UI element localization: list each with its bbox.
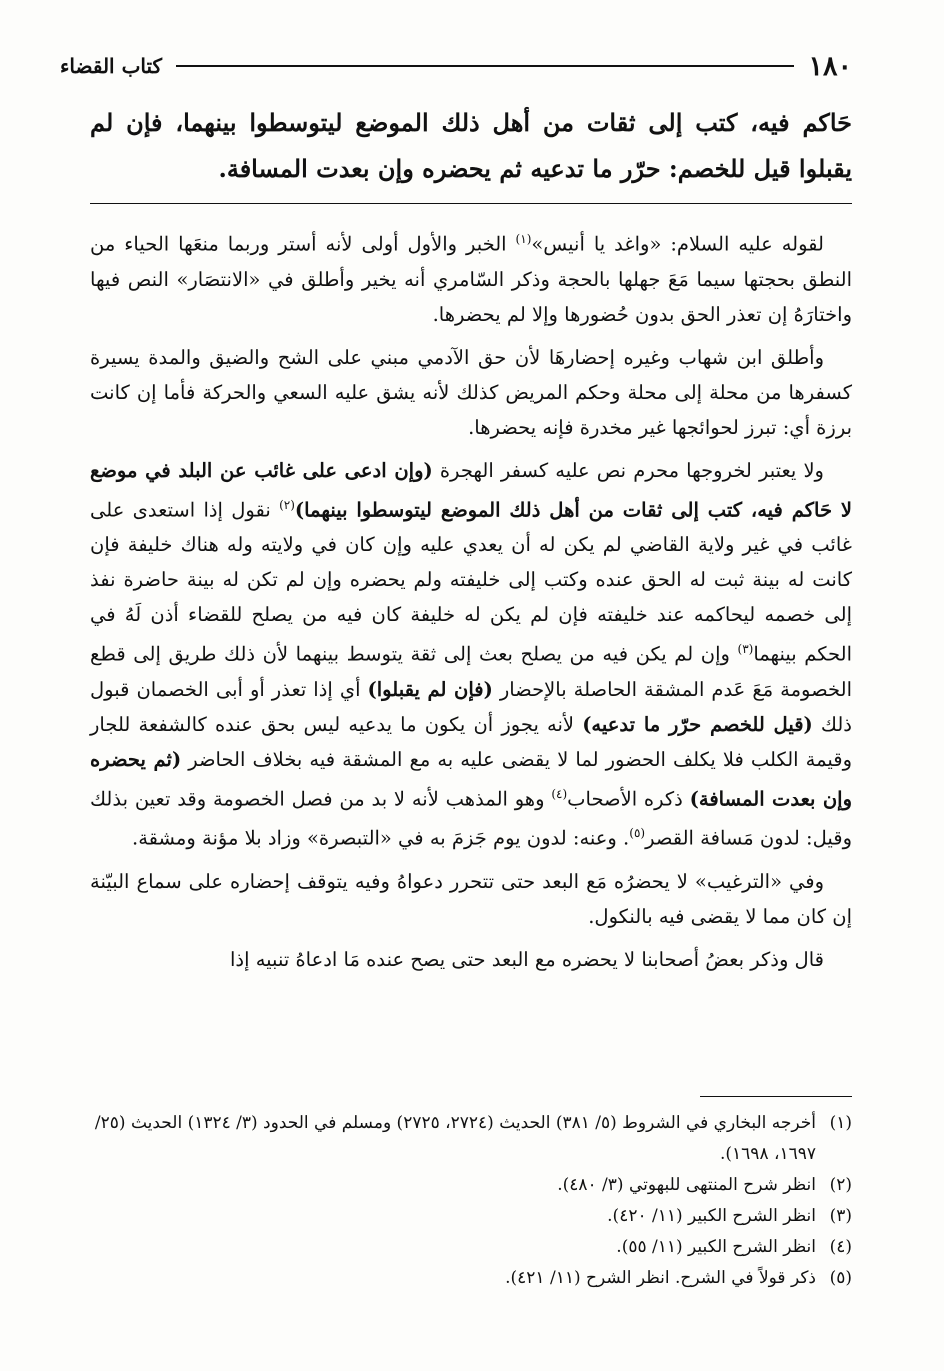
footnote-ref[interactable]: (٣) xyxy=(737,642,754,656)
commentary-paragraph-3: ولا يعتبر لخروجها محرم نص عليه كسفر الهجرة (وإن ادعى على غائب عن البلد في موضع لا حَاكم فيه، كتب إلى ثقات من أهل ذلك الموضع ليتوسطوا بينهما)$^{(٢)}$ نقول إذا استعدى على غائب في غير ولاية القاضي لم يكن له أن يعدي عليه وإن كان في ولايته وله هناك خليفة فإن كانت له بينة ثبت له الحق عنده وكتب إلى خليفته ولم يحضره وإن لم تكن له بينة حاضرة نفذ إلى خصمه ليحاكمه عند خليفته فإن لم يكن له خليفة كان فيه من يصلح للقضاء أذن لَهُ في الحكم بينهما$^{(٣)}$ وإن لم يكن فيه من يصلح بعث إلى ثقة يتوسط بينهما لأن ذلك طريق إلى قطع الخصومة مَعَ عَدم المشقة الحاصلة بالإحضار (فإن لم يقبلوا) أي إذا تعذر أو أبى الخصمان قبول ذلك (قيل للخصم حرّر ما تدعيه) لأنه يجوز أن يكون ما يدعيه ليس بحق عنده كالشفعة للجار وقيمة الكلب فلا يكلف الحضور لما لا يقضى عليه به مع المشقة فيه بخلاف الحاضر (ثم يحضره وإن بعدت المسافة) ذكره الأصحاب$^{(٤)}$ وهو المذهب لأنه لا بد من فصل الخصومة وقد تعين بذلك وقيل: لدون مَسافة القصر$^{(٥)}$. وعنه: لدون يوم جَزمَ به في «التبصرة» وزاد بلا مؤنة ومشقة. xyxy=(90,458,853,850)
commentary xyxy=(90,222,852,985)
commentary-paragraph-1: لقوله عليه السلام: «واغد يا أنيس»$^{(١)}$ الخبر والأول أولى لأنه أستر وربما منعَها الحياء من النطق بحجتها سيما مَعَ جهلها بالحجة وذكر السّامري أنه يخير وأطلق في «الانتصَار» النص فيها واختارَهُ إن تعذر الحق بدون حُضورها وإلا لم يحضرها. xyxy=(90,232,852,326)
matn-quote: (ثم يحضره وإن بعدت المسافة) xyxy=(90,747,852,810)
footnote-ref[interactable]: (٥) xyxy=(629,826,646,840)
commentary-paragraph-5: قال وذكر بعضُ أصحابنا لا يحضره مع البعد حتى يصح عنده مَا ادعاهُ تنبيه إذا xyxy=(230,947,824,971)
footnote-ref[interactable]: (٢) xyxy=(279,497,295,512)
matn-separator xyxy=(90,203,852,204)
commentary-paragraph-4: وفي «الترغيب» لا يحضرُه مَع البعد حتى تتحرر دعواهُ وفيه يتوقف إحضاره على سماع البيّنة إن كان مما لا يقضى فيه بالنكول. xyxy=(90,869,852,928)
matn-text: حَاكم فيه، كتب إلى ثقات من أهل ذلك الموضع ليتوسطوا بينهما، فإن لم يقبلوا قيل للخصم: حرّر ما تدعيه ثم يحضره وإن بعدت المسافة. xyxy=(90,108,852,183)
footnote-ref[interactable]: (١) xyxy=(515,232,532,246)
footnote-ref[interactable]: (٤) xyxy=(551,786,568,801)
page-number: ١٨٠ xyxy=(808,50,852,82)
footnote-item: (٢) انظر شرح المنتهى للبهوتي (٣/ ٤٨٠). xyxy=(557,1175,852,1195)
book-title: كتاب القضاء xyxy=(60,54,163,78)
running-header xyxy=(60,46,852,86)
footnote-item: (٥) ذكر قولاً في الشرح. انظر الشرح (١١/ ٤٢١). xyxy=(505,1268,852,1288)
header-rule xyxy=(176,65,794,67)
matn-quote: (فإن لم يقبلوا) xyxy=(367,677,493,701)
footnote-item: (١) أخرجه البخاري في الشروط (٥/ ٣٨١) الحديث (٢٧٢٤، ٢٧٢٥) ومسلم في الحدود (٣/ ١٣٢٤) الحديث (٢٥/ ١٦٩٧، ١٦٩٨). xyxy=(94,1113,852,1164)
commentary-paragraph-2: وأطلق ابن شهاب وغيره إحضارهَا لأن حق الآدمي مبني على الشح والضيق والمدة يسيرة كسفرها من محلة إلى محلة وحكم المريض كذلك لأنه يشق عليه السعي والحركة فأما إن كانت برزة أي: تبرز لحوائجها غير مخدرة فإنه يحضرها. xyxy=(90,345,852,439)
footnotes xyxy=(90,1108,852,1294)
matn-quote: (وإن ادعى على غائب عن البلد في موضع لا حَاكم فيه، كتب إلى ثقات من أهل ذلك الموضع ليتوسطوا بينهما) xyxy=(90,458,852,521)
footnote-separator xyxy=(700,1096,852,1097)
footnote-item: (٤) انظر الشرح الكبير (١١/ ٥٥). xyxy=(616,1237,852,1257)
matn-quote: (قيل للخصم حرّر ما تدعيه) xyxy=(582,712,813,736)
footnote-item: (٣) انظر الشرح الكبير (١١/ ٤٢٠). xyxy=(607,1206,852,1226)
